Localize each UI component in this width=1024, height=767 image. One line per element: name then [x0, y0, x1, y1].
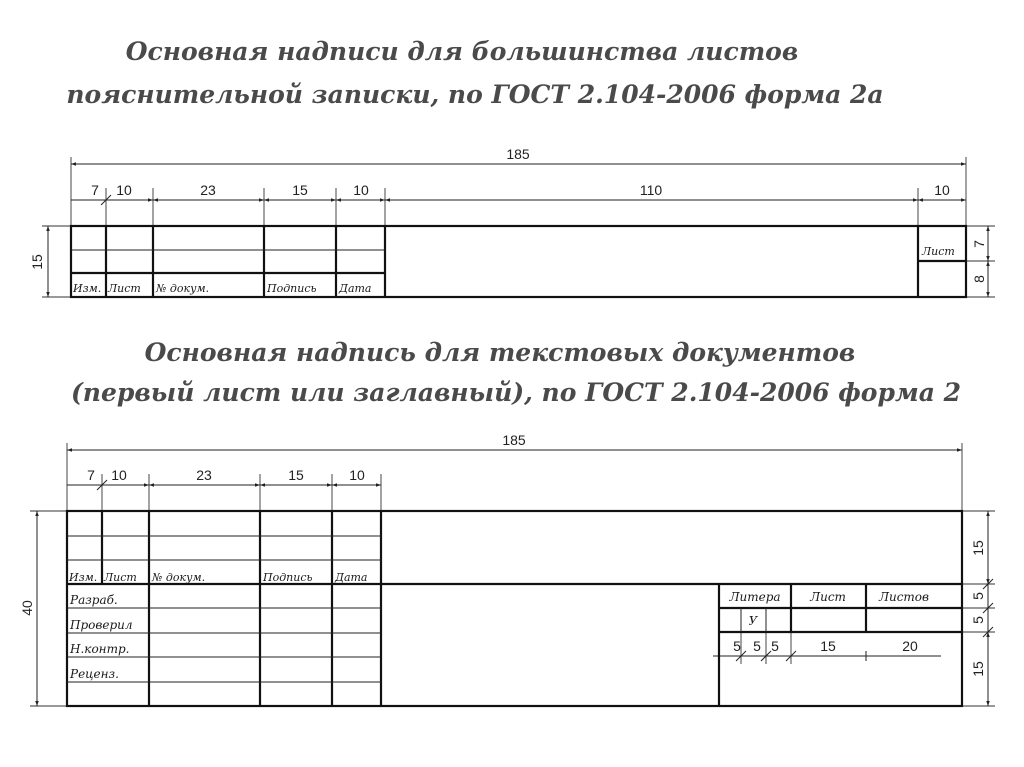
form2-dim-right-r1: 5 — [970, 592, 986, 600]
form2-dim-sub-d: 15 — [820, 638, 836, 654]
form2a-dim-col2: 10 — [116, 182, 132, 198]
form2a-label-signature: Подпись — [267, 282, 317, 295]
form2-label-recenz: Реценз. — [70, 667, 119, 681]
form2-title-line2: (первый лист или заглавный), по ГОСТ 2.104-2006 форма 2 — [70, 378, 962, 407]
form2-dim-col5: 10 — [349, 467, 365, 483]
form2-table — [67, 511, 962, 706]
form2a-dim-col7: 10 — [934, 182, 950, 198]
form2a-dim-col6: 110 — [639, 182, 663, 198]
form2-label-list: Лист — [104, 571, 137, 584]
form2-label-doc-no: № докум. — [152, 571, 206, 584]
form2a-dim-total: 185 — [506, 146, 530, 162]
form2-dim-right-bottom: 15 — [970, 661, 986, 677]
form2a-dim-height: 15 — [29, 254, 45, 270]
form2-dim-height: 40 — [19, 600, 35, 616]
form2a-dim-row-bottom: 8 — [971, 275, 987, 283]
form2-dim-sub-a: 5 — [733, 638, 741, 654]
form2-dim-col2: 10 — [111, 467, 127, 483]
form2-label-sheets: Листов — [878, 590, 930, 604]
form2a-dim-col5: 10 — [353, 182, 369, 198]
form2a-dim-col3: 23 — [200, 182, 216, 198]
form2a-label-list: Лист — [108, 282, 141, 295]
form2a-dim-col4: 15 — [292, 182, 308, 198]
form2-label-litera: Литера — [729, 590, 781, 604]
form2a-label-doc-no: № докум. — [156, 282, 210, 295]
form2-dim-sub-b: 5 — [753, 638, 761, 654]
form2a-dimension-lines — [48, 164, 988, 297]
form2-dim-total: 185 — [502, 432, 526, 448]
form2-label-signature: Подпись — [263, 571, 313, 584]
form2-dim-sub-e: 20 — [902, 638, 918, 654]
form2-dim-right-r2: 5 — [970, 616, 986, 624]
form2a-dim-row-top: 7 — [971, 240, 987, 248]
form2a-title-line2: пояснительной записки, по ГОСТ 2.104-2006 форма 2а — [66, 80, 884, 109]
form2-dim-col1: 7 — [87, 467, 95, 483]
form2-label-date: Дата — [335, 571, 368, 584]
form2a-title-line1: Основная надписи для большинства листов — [125, 37, 799, 66]
form2-dim-col3: 23 — [196, 467, 212, 483]
form2-label-u: У — [748, 614, 758, 628]
form2a-label-sheet: Лист — [922, 245, 955, 258]
form2-dim-col4: 15 — [288, 467, 304, 483]
form2-label-n-kontr: Н.контр. — [70, 642, 130, 656]
form2a-label-date: Дата — [339, 282, 372, 295]
form2-label-razrab: Разраб. — [70, 593, 118, 607]
form2-dim-right-top: 15 — [970, 540, 986, 556]
form2-label-izm: Изм. — [69, 571, 98, 584]
form2-label-proveril: Проверил — [70, 618, 133, 632]
form2a-dim-col1: 7 — [91, 182, 99, 198]
form2a-label-izm: Изм. — [73, 282, 102, 295]
form2-title-line1: Основная надпись для текстовых документов — [144, 338, 856, 367]
form2-label-sheet: Лист — [810, 590, 846, 604]
form2-dim-sub-c: 5 — [771, 638, 779, 654]
